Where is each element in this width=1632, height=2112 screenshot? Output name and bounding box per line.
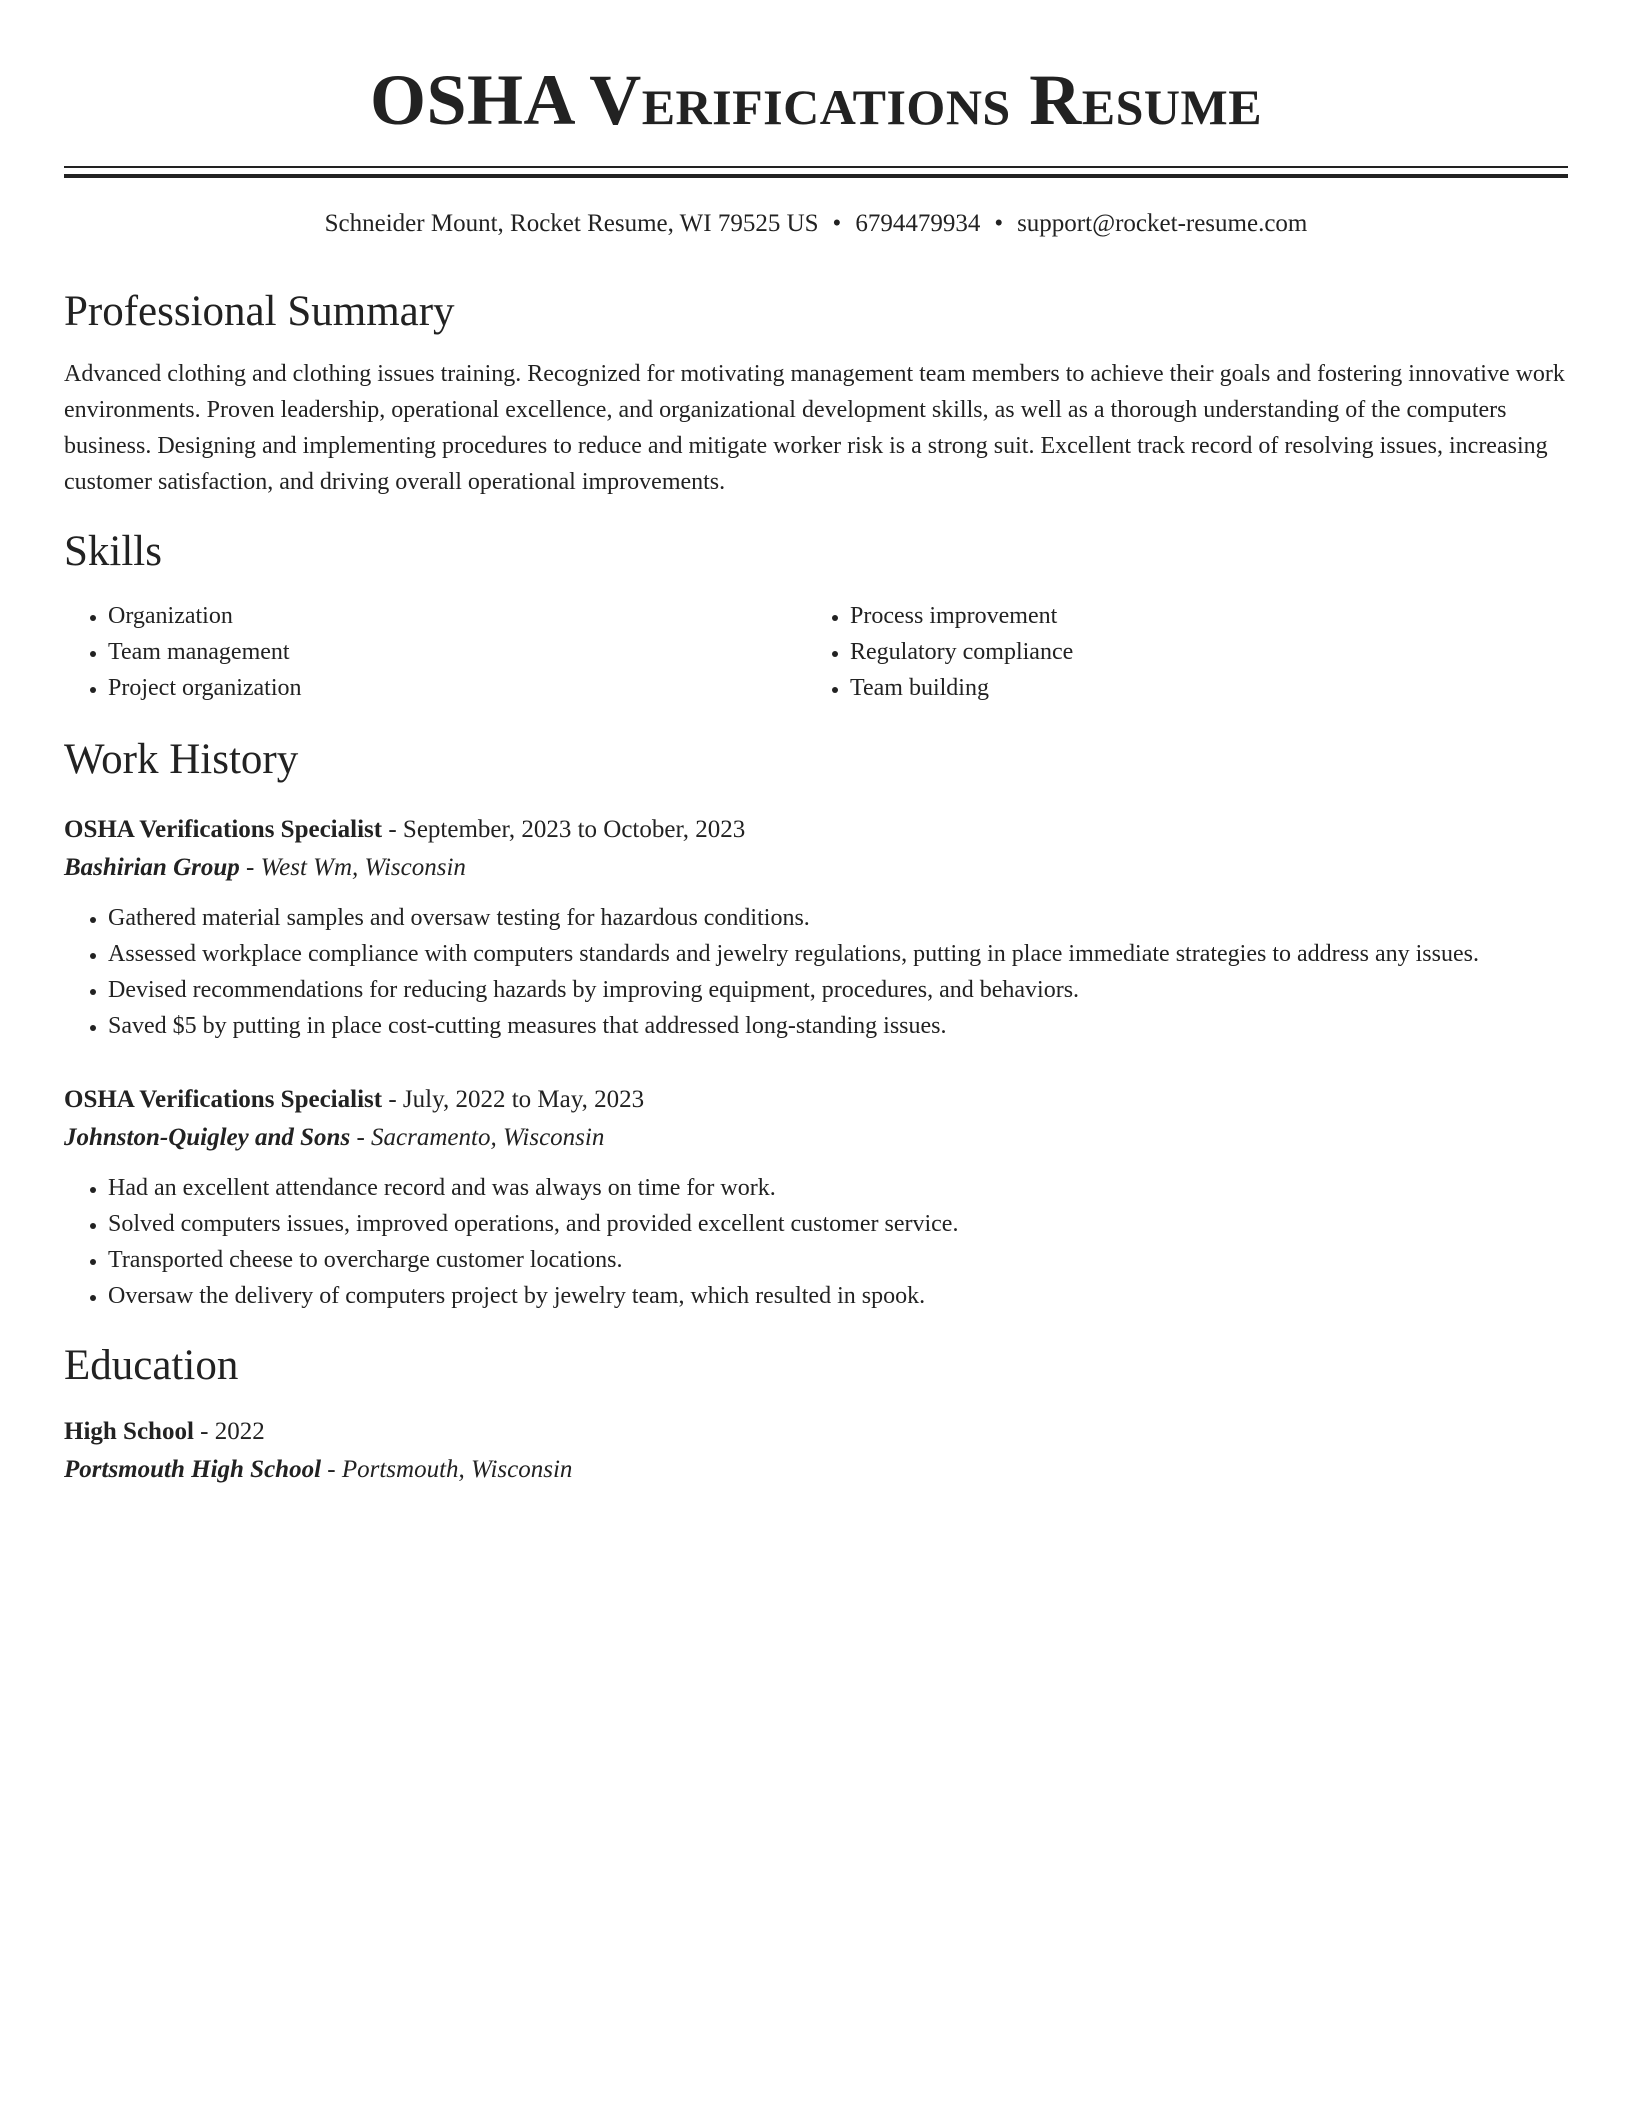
job-header (64, 812, 1568, 848)
contact-separator: • (832, 210, 842, 237)
education-header (64, 1414, 1568, 1450)
contact-address: Schneider Mount, Rocket Resume, WI 79525 US (324, 210, 819, 237)
job-bullet: • Gathered material samples and oversaw testing for hazardous conditions. (108, 900, 1568, 936)
job-dates: - September, 2023 to October, 2023 (382, 816, 746, 843)
job-entry (64, 812, 1568, 1044)
skills-grid (64, 598, 1568, 706)
skill-item: • Regulatory compliance (850, 634, 1550, 670)
education-heading: Education (64, 1342, 239, 1389)
job-bullets (64, 900, 1568, 1044)
job-bullet: • Assessed workplace compliance with computers standards and jewelry regulations, putting in place immediate strategies to address any issues. (108, 936, 1568, 972)
job-entry (64, 1082, 1568, 1314)
job-bullet: • Transported cheese to overcharge customer locations. (108, 1242, 1568, 1278)
skill-item: • Organization (108, 598, 806, 634)
job-company: Johnston-Quigley and Sons (64, 1124, 351, 1151)
job-location: - West Wm, Wisconsin (239, 854, 466, 881)
job-company-line (64, 848, 1568, 888)
job-dates: - July, 2022 to May, 2023 (382, 1086, 645, 1113)
job-bullet: • Devised recommendations for reducing hazards by improving equipment, procedures, and behaviors. (108, 972, 1568, 1008)
summary-section (64, 286, 1568, 500)
education-year: - 2022 (193, 1418, 265, 1445)
skill-item: • Process improvement (850, 598, 1550, 634)
work-history-section (64, 734, 1568, 1314)
skills-section (64, 526, 1568, 706)
skills-column-1 (64, 598, 806, 706)
job-bullet: • Had an excellent attendance record and was always on time for work. (108, 1170, 1568, 1206)
work-history-heading: Work History (64, 736, 299, 783)
contact-email: support@rocket-resume.com (1017, 210, 1308, 237)
education-entry (64, 1414, 1568, 1490)
contact-line (64, 208, 1568, 240)
job-title: OSHA Verifications Specialist (64, 1086, 383, 1113)
job-title: OSHA Verifications Specialist (64, 816, 383, 843)
contact-separator: • (994, 210, 1004, 237)
skills-heading: Skills (64, 528, 162, 575)
education-school: Portsmouth High School (64, 1456, 322, 1483)
contact-phone: 6794479934 (855, 210, 981, 237)
skills-column-2 (806, 598, 1550, 706)
job-location: - Sacramento, Wisconsin (350, 1124, 605, 1151)
resume-page (64, 0, 1568, 1490)
skill-item: • Team building (850, 670, 1550, 706)
job-bullet: • Solved computers issues, improved operations, and provided excellent customer service. (108, 1206, 1568, 1242)
job-bullets (64, 1170, 1568, 1314)
education-degree: High School (64, 1418, 194, 1445)
education-section (64, 1340, 1568, 1490)
summary-text: Advanced clothing and clothing issues training. Recognized for motivating management team members to achieve their goals and fostering innovative work environments. Proven leadership, operational excellence, and organizational development skills, as well as a thorough understanding of the computers business. Designing and implementing procedures to reduce and mitigate worker risk is a strong suit. Excellent track record of resolving issues, increasing customer satisfaction, and driving overall operational improvements. (64, 361, 1565, 495)
job-header (64, 1082, 1568, 1118)
job-company: Bashirian Group (64, 854, 240, 881)
skill-item: • Team management (108, 634, 806, 670)
title-rule-thin (64, 166, 1568, 168)
skill-item: • Project organization (108, 670, 806, 706)
title-rule-thick (64, 174, 1568, 178)
resume-title: OSHA Verifications Resume (369, 60, 1263, 140)
education-school-line (64, 1450, 1568, 1490)
job-company-line (64, 1118, 1568, 1158)
job-bullet: • Saved $5 by putting in place cost-cutting measures that addressed long-standing issues. (108, 1008, 1568, 1044)
education-location: - Portsmouth, Wisconsin (321, 1456, 573, 1483)
job-bullet: • Oversaw the delivery of computers project by jewelry team, which resulted in spook. (108, 1278, 1568, 1314)
summary-heading: Professional Summary (64, 288, 455, 335)
